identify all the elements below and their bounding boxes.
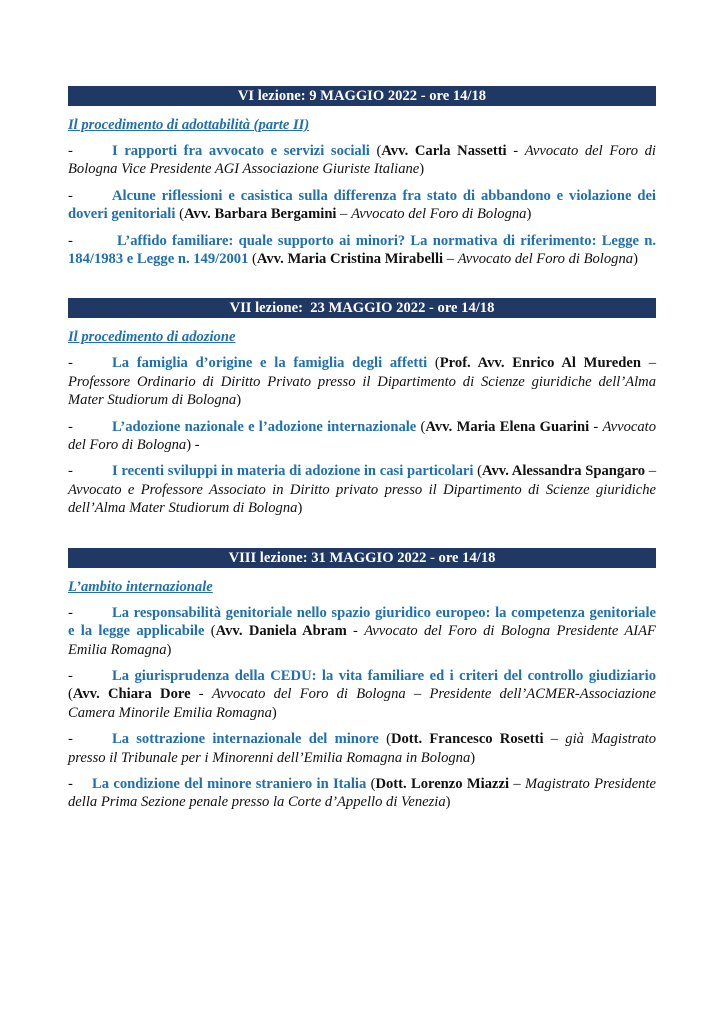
separator: – xyxy=(645,463,657,480)
speaker-role: Avvocato del Foro di Bologna xyxy=(68,418,656,454)
speaker-role: Avvocato del Foro di Bologna Presidente AIAF Emilia Romagna xyxy=(68,623,656,658)
lecture-title: La sottrazione internazionale del minore xyxy=(112,731,379,748)
speaker-name: Avv. Maria Cristina Mirabelli xyxy=(256,251,444,268)
paren-open: ( xyxy=(416,418,426,435)
lesson-section xyxy=(68,86,656,268)
lesson-topic: L’ambito internazionale xyxy=(68,578,213,595)
separator: – xyxy=(543,731,566,748)
lecture-item xyxy=(68,730,656,767)
separator: – xyxy=(509,775,525,792)
separator: - xyxy=(346,623,365,640)
lesson-section xyxy=(68,298,656,517)
lecture-item xyxy=(68,462,656,517)
lecture-title: La responsabilità genitoriale nello spazio giuridico europeo: la competenza genitoriale e la legge applicabile xyxy=(68,604,656,640)
lesson-header: VI lezione: 9 MAGGIO 2022 - ore 14/18 xyxy=(68,86,656,106)
list-dash: - xyxy=(68,667,73,684)
lesson-header: VIII lezione: 31 MAGGIO 2022 - ore 14/18 xyxy=(68,548,656,568)
lecture-item xyxy=(68,418,656,455)
speaker-role: Professore Ordinario di Diritto Privato presso il Dipartimento di Scienze giuridiche dell’Alma Mater Studiorum di Bologna xyxy=(68,373,656,409)
speaker-role: Avvocato e Professore Associato in Diritto privato presso il Dipartimento di Scienze giuridiche dell’Alma Mater Studiorum di Bologna xyxy=(68,481,656,517)
speaker-role: Magistrato Presidente della Prima Sezione penale presso la Corte d’Appello di Venezia xyxy=(68,775,657,811)
speaker-name: Dott. Lorenzo Miazzi xyxy=(375,775,510,792)
paren-open: ( xyxy=(369,143,382,159)
paren-close: ) xyxy=(166,641,172,658)
lecture-item xyxy=(68,354,656,409)
document-page xyxy=(68,86,656,842)
paren-close: ) xyxy=(633,251,638,268)
speaker-name: Avv. Alessandra Spangaro xyxy=(482,463,645,480)
speaker-name: Avv. Daniela Abram xyxy=(215,623,347,640)
paren-open: ( xyxy=(473,463,483,480)
paren-close: ) xyxy=(297,500,303,517)
paren-open: ( xyxy=(378,731,391,748)
paren-close: ) - xyxy=(186,437,200,454)
paren-open: ( xyxy=(68,686,73,703)
lecture-item xyxy=(68,667,656,722)
paren-open: ( xyxy=(248,251,257,268)
speaker-name: Avv. Carla Nassetti xyxy=(381,143,507,159)
lecture-title: Alcune riflessioni e casistica sulla differenza fra stato di abbandono e violazione dei doveri genitoriali xyxy=(68,187,656,223)
separator: - xyxy=(589,418,603,435)
list-dash: - xyxy=(68,418,73,435)
lecture-item xyxy=(68,604,656,659)
lecture-title: I recenti sviluppi in materia di adozione in casi particolari xyxy=(112,463,474,480)
paren-close: ) xyxy=(236,392,242,409)
separator: – xyxy=(336,206,352,223)
speaker-name: Prof. Avv. Enrico Al Mureden xyxy=(439,355,641,372)
speaker-name: Avv. Chiara Dore xyxy=(72,686,191,703)
lecture-title: La giurisprudenza della CEDU: la vita familiare ed i criteri del controllo giudiziario xyxy=(112,667,656,684)
paren-close: ) xyxy=(470,749,476,766)
list-dash: - xyxy=(68,731,73,748)
list-dash: - xyxy=(68,463,73,480)
paren-close: ) xyxy=(271,704,277,721)
speaker-name: Avv. Barbara Bergamini xyxy=(183,206,337,223)
separator: - xyxy=(506,143,525,159)
lecture-title: La famiglia d’origine e la famiglia degli affetti xyxy=(112,355,428,372)
lecture-title: La condizione del minore straniero in Italia xyxy=(92,775,367,792)
lecture-title: L’affido familiare: quale supporto ai minori? La normativa di riferimento: Legge n. 184/1983 e Legge n. 149/2001 xyxy=(68,232,656,268)
lecture-item xyxy=(68,187,656,224)
lecture-title: I rapporti fra avvocato e servizi sociali xyxy=(112,143,370,159)
list-dash: - xyxy=(68,775,73,792)
lecture-item xyxy=(68,775,656,812)
paren-open: ( xyxy=(175,206,184,223)
list-dash: - xyxy=(68,604,73,621)
paren-close: ) xyxy=(526,206,532,223)
lesson-header: VII lezione: 23 MAGGIO 2022 - ore 14/18 xyxy=(68,298,656,318)
paren-open: ( xyxy=(366,775,376,792)
lecture-item xyxy=(68,142,656,179)
list-dash: - xyxy=(68,187,73,204)
paren-close: ) xyxy=(445,794,451,811)
paren-close: ) xyxy=(419,161,425,178)
lesson-topic: Il procedimento di adottabilità (parte II) xyxy=(68,117,310,133)
lecture-title: L’adozione nazionale e l’adozione internazionale xyxy=(112,418,417,435)
separator: – xyxy=(443,251,458,268)
speaker-name: Dott. Francesco Rosetti xyxy=(390,731,544,748)
lesson-section xyxy=(68,548,656,812)
speaker-role: già Magistrato presso il Tribunale per i Minorenni dell’Emilia Romagna in Bologna xyxy=(68,731,657,766)
speaker-role: Avvocato del Foro di Bologna – Presidente dell’ACMER-Associazione Camera Minorile Emilia Romagna xyxy=(68,686,656,721)
lecture-item xyxy=(68,232,656,269)
list-dash: - xyxy=(68,143,73,159)
paren-open: ( xyxy=(204,623,216,640)
list-dash: - xyxy=(68,355,73,372)
list-dash: - xyxy=(68,232,73,249)
speaker-name: Avv. Maria Elena Guarini xyxy=(425,418,590,435)
speaker-role: Avvocato del Foro di Bologna xyxy=(351,206,527,223)
lesson-topic: Il procedimento di adozione xyxy=(68,329,236,346)
separator: – xyxy=(640,355,656,372)
separator: - xyxy=(190,686,212,703)
speaker-role: Avvocato del Foro di Bologna xyxy=(457,251,634,268)
speaker-role: Avvocato del Foro di Bologna Vice Presidente AGI Associazione Giuriste Italiane xyxy=(68,143,656,178)
paren-open: ( xyxy=(427,355,440,372)
